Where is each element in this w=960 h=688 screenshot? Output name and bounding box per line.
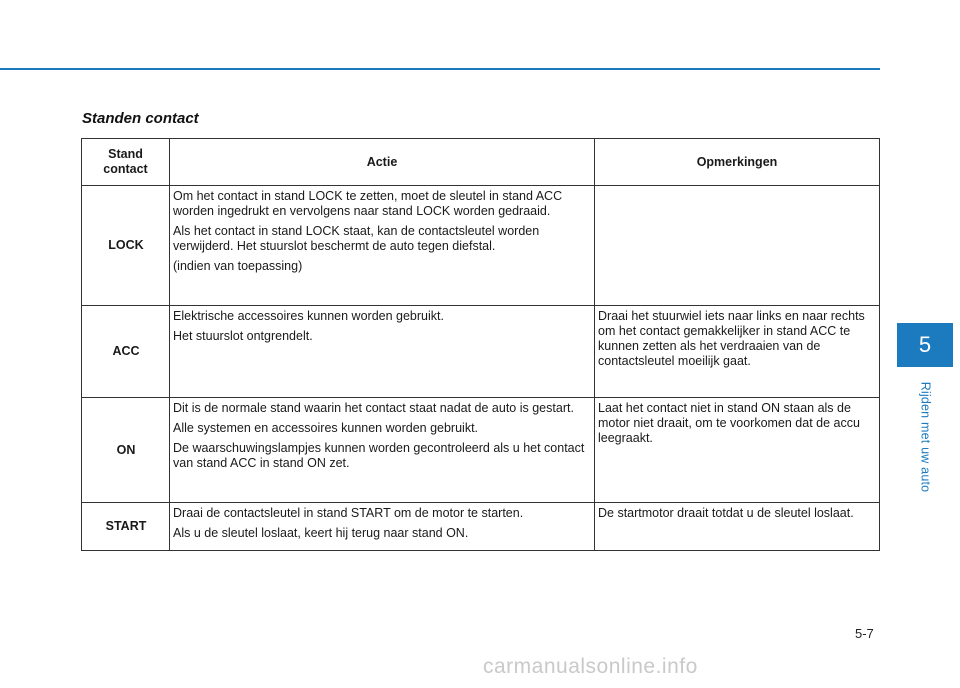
actie-paragraph: Als u de sleutel loslaat, keert hij terug naar stand ON. [173,526,469,540]
table-header-row [82,139,880,186]
chapter-label [897,372,953,502]
actie-paragraph: Dit is de normale stand waarin het contact staat nadat de auto is gestart. [173,401,574,415]
actie-paragraph: De waarschuwingslampjes kunnen worden gecontroleerd als u het contact van stand ACC in stand ON zet. [173,441,585,470]
actie-cell [170,306,595,398]
stand-cell: ON [82,398,170,503]
watermark: carmanualsonline.info [483,655,698,678]
actie-paragraph: Het stuurslot ontgrendelt. [173,329,313,343]
stand-cell: ACC [82,306,170,398]
stand-cell: LOCK [82,186,170,306]
header-stand: Stand contact [82,139,170,186]
actie-paragraph: Draai de contactsleutel in stand START om de motor te starten. [173,506,524,520]
table-row [82,306,880,398]
ignition-positions-table [81,138,880,551]
actie-cell [170,186,595,306]
opmerkingen-cell: Draai het stuurwiel iets naar links en naar rechts om het contact gemakkelijker in stand ACC te kunnen zetten als het verdraaien van de contactsleutel moeilijk gaat. [595,306,880,398]
header-rule [0,68,880,70]
chapter-number-tab: 5 [897,323,953,367]
actie-cell [170,503,595,551]
section-title: Standen contact [82,110,199,127]
table-row [82,398,880,503]
opmerkingen-cell: Laat het contact niet in stand ON staan als de motor niet draait, om te voorkomen dat de accu leegraakt. [595,398,880,503]
opmerkingen-cell [595,186,880,306]
table-row [82,503,880,551]
table-row [82,186,880,306]
header-actie: Actie [170,139,595,186]
actie-paragraph: Om het contact in stand LOCK te zetten, moet de sleutel in stand ACC worden ingedrukt en vervolgens naar stand LOCK worden gedraaid. [173,189,563,218]
opmerkingen-cell: De startmotor draait totdat u de sleutel loslaat. [595,503,880,551]
actie-paragraph: Alle systemen en accessoires kunnen worden gebruikt. [173,421,479,435]
actie-paragraph: (indien van toepassing) [173,259,303,273]
page-number: 5-7 [855,626,874,641]
actie-paragraph: Als het contact in stand LOCK staat, kan de contactsleutel worden verwijderd. Het stuurslot beschermt de auto tegen diefstal. [173,224,540,253]
actie-paragraph: Elektrische accessoires kunnen worden gebruikt. [173,309,444,323]
actie-cell [170,398,595,503]
header-opmerkingen: Opmerkingen [595,139,880,186]
stand-cell: START [82,503,170,551]
chapter-label-text: Rijden met uw auto [918,381,933,493]
